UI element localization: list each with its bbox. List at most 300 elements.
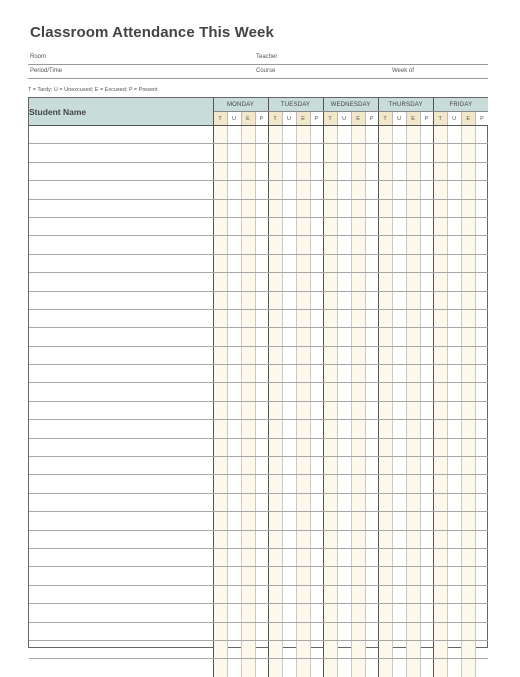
attendance-cell-u[interactable] [227, 365, 241, 383]
attendance-cell-p[interactable] [365, 622, 378, 640]
attendance-cell-t[interactable] [378, 604, 392, 622]
attendance-cell-t[interactable] [268, 144, 282, 162]
attendance-cell-e[interactable] [241, 291, 255, 309]
attendance-cell-t[interactable] [433, 309, 447, 327]
attendance-cell-e[interactable] [296, 291, 310, 309]
attendance-cell-e[interactable] [351, 493, 365, 511]
attendance-cell-e[interactable] [351, 383, 365, 401]
attendance-cell-u[interactable] [282, 181, 296, 199]
student-name-cell[interactable] [29, 254, 213, 272]
attendance-cell-t[interactable] [378, 144, 392, 162]
attendance-cell-p[interactable] [255, 309, 268, 327]
attendance-cell-e[interactable] [241, 254, 255, 272]
attendance-cell-e[interactable] [461, 475, 475, 493]
attendance-cell-t[interactable] [213, 162, 227, 180]
student-name-cell[interactable] [29, 640, 213, 658]
attendance-cell-e[interactable] [461, 254, 475, 272]
attendance-cell-p[interactable] [255, 328, 268, 346]
attendance-cell-e[interactable] [351, 181, 365, 199]
student-name-cell[interactable] [29, 457, 213, 475]
attendance-cell-p[interactable] [310, 530, 323, 548]
attendance-cell-u[interactable] [392, 309, 406, 327]
attendance-cell-e[interactable] [241, 567, 255, 585]
attendance-cell-p[interactable] [365, 438, 378, 456]
attendance-cell-p[interactable] [365, 548, 378, 566]
attendance-cell-t[interactable] [268, 346, 282, 364]
attendance-cell-t[interactable] [323, 346, 337, 364]
attendance-cell-u[interactable] [447, 567, 461, 585]
attendance-cell-t[interactable] [268, 622, 282, 640]
attendance-cell-p[interactable] [475, 622, 488, 640]
attendance-cell-t[interactable] [213, 659, 227, 677]
attendance-cell-u[interactable] [282, 199, 296, 217]
attendance-cell-p[interactable] [365, 512, 378, 530]
attendance-cell-e[interactable] [461, 548, 475, 566]
attendance-cell-e[interactable] [351, 199, 365, 217]
attendance-cell-e[interactable] [461, 383, 475, 401]
attendance-cell-p[interactable] [365, 328, 378, 346]
attendance-cell-e[interactable] [241, 548, 255, 566]
attendance-cell-t[interactable] [378, 346, 392, 364]
attendance-cell-t[interactable] [323, 273, 337, 291]
attendance-cell-u[interactable] [337, 567, 351, 585]
attendance-cell-e[interactable] [461, 457, 475, 475]
attendance-cell-u[interactable] [337, 254, 351, 272]
attendance-cell-t[interactable] [213, 493, 227, 511]
attendance-cell-t[interactable] [323, 199, 337, 217]
student-name-cell[interactable] [29, 144, 213, 162]
attendance-cell-t[interactable] [433, 162, 447, 180]
attendance-cell-p[interactable] [475, 144, 488, 162]
attendance-cell-t[interactable] [268, 420, 282, 438]
attendance-cell-p[interactable] [310, 622, 323, 640]
attendance-cell-e[interactable] [461, 309, 475, 327]
attendance-cell-u[interactable] [227, 567, 241, 585]
attendance-cell-u[interactable] [337, 309, 351, 327]
student-name-cell[interactable] [29, 126, 213, 144]
attendance-cell-p[interactable] [420, 309, 433, 327]
attendance-cell-p[interactable] [475, 346, 488, 364]
attendance-cell-p[interactable] [255, 144, 268, 162]
attendance-cell-e[interactable] [351, 217, 365, 235]
attendance-cell-e[interactable] [351, 236, 365, 254]
attendance-cell-t[interactable] [213, 254, 227, 272]
attendance-cell-p[interactable] [475, 640, 488, 658]
attendance-cell-u[interactable] [227, 162, 241, 180]
attendance-cell-t[interactable] [323, 144, 337, 162]
attendance-cell-e[interactable] [296, 199, 310, 217]
attendance-cell-p[interactable] [420, 181, 433, 199]
attendance-cell-p[interactable] [310, 126, 323, 144]
attendance-cell-p[interactable] [365, 273, 378, 291]
attendance-cell-t[interactable] [213, 291, 227, 309]
attendance-cell-p[interactable] [420, 328, 433, 346]
attendance-cell-u[interactable] [337, 144, 351, 162]
attendance-cell-u[interactable] [392, 291, 406, 309]
attendance-cell-e[interactable] [461, 622, 475, 640]
attendance-cell-e[interactable] [241, 659, 255, 677]
attendance-cell-p[interactable] [475, 365, 488, 383]
attendance-cell-u[interactable] [392, 199, 406, 217]
attendance-cell-t[interactable] [323, 328, 337, 346]
attendance-cell-t[interactable] [268, 328, 282, 346]
attendance-cell-u[interactable] [337, 512, 351, 530]
attendance-cell-p[interactable] [365, 475, 378, 493]
attendance-cell-p[interactable] [365, 659, 378, 677]
attendance-cell-u[interactable] [447, 585, 461, 603]
attendance-cell-e[interactable] [241, 217, 255, 235]
attendance-cell-e[interactable] [351, 309, 365, 327]
attendance-cell-t[interactable] [268, 438, 282, 456]
attendance-cell-t[interactable] [433, 365, 447, 383]
attendance-cell-p[interactable] [310, 512, 323, 530]
attendance-cell-p[interactable] [420, 346, 433, 364]
attendance-cell-t[interactable] [433, 659, 447, 677]
attendance-cell-u[interactable] [447, 457, 461, 475]
attendance-cell-p[interactable] [420, 273, 433, 291]
attendance-cell-p[interactable] [420, 162, 433, 180]
attendance-cell-u[interactable] [447, 328, 461, 346]
attendance-cell-u[interactable] [447, 254, 461, 272]
attendance-cell-p[interactable] [310, 162, 323, 180]
attendance-cell-u[interactable] [337, 162, 351, 180]
attendance-cell-u[interactable] [447, 420, 461, 438]
attendance-cell-t[interactable] [213, 365, 227, 383]
student-name-cell[interactable] [29, 567, 213, 585]
attendance-cell-u[interactable] [337, 585, 351, 603]
attendance-cell-t[interactable] [378, 567, 392, 585]
attendance-cell-p[interactable] [365, 383, 378, 401]
attendance-cell-u[interactable] [337, 291, 351, 309]
attendance-cell-e[interactable] [296, 346, 310, 364]
attendance-cell-t[interactable] [433, 254, 447, 272]
attendance-cell-p[interactable] [475, 291, 488, 309]
student-name-cell[interactable] [29, 217, 213, 235]
attendance-cell-t[interactable] [378, 493, 392, 511]
attendance-cell-p[interactable] [255, 457, 268, 475]
attendance-cell-e[interactable] [241, 420, 255, 438]
attendance-cell-t[interactable] [268, 291, 282, 309]
attendance-cell-u[interactable] [447, 548, 461, 566]
attendance-cell-t[interactable] [323, 438, 337, 456]
attendance-cell-t[interactable] [268, 365, 282, 383]
attendance-cell-u[interactable] [337, 457, 351, 475]
attendance-cell-e[interactable] [351, 512, 365, 530]
attendance-cell-u[interactable] [392, 493, 406, 511]
attendance-cell-p[interactable] [255, 622, 268, 640]
attendance-cell-u[interactable] [227, 548, 241, 566]
attendance-cell-t[interactable] [268, 567, 282, 585]
attendance-cell-e[interactable] [351, 273, 365, 291]
attendance-cell-u[interactable] [392, 420, 406, 438]
attendance-cell-e[interactable] [296, 254, 310, 272]
attendance-cell-e[interactable] [461, 365, 475, 383]
attendance-cell-p[interactable] [475, 438, 488, 456]
attendance-cell-p[interactable] [310, 181, 323, 199]
attendance-cell-u[interactable] [227, 383, 241, 401]
attendance-cell-u[interactable] [227, 493, 241, 511]
attendance-cell-t[interactable] [213, 548, 227, 566]
attendance-cell-p[interactable] [310, 144, 323, 162]
attendance-cell-t[interactable] [268, 530, 282, 548]
attendance-cell-u[interactable] [227, 640, 241, 658]
attendance-cell-p[interactable] [310, 640, 323, 658]
attendance-cell-p[interactable] [420, 217, 433, 235]
attendance-cell-e[interactable] [406, 401, 420, 419]
attendance-cell-p[interactable] [255, 567, 268, 585]
attendance-cell-u[interactable] [337, 273, 351, 291]
attendance-cell-e[interactable] [406, 217, 420, 235]
attendance-cell-t[interactable] [378, 457, 392, 475]
attendance-cell-p[interactable] [310, 438, 323, 456]
attendance-cell-p[interactable] [255, 254, 268, 272]
attendance-cell-e[interactable] [406, 548, 420, 566]
attendance-cell-e[interactable] [406, 640, 420, 658]
attendance-cell-e[interactable] [296, 659, 310, 677]
attendance-cell-e[interactable] [461, 162, 475, 180]
attendance-cell-t[interactable] [323, 640, 337, 658]
attendance-cell-p[interactable] [475, 475, 488, 493]
attendance-cell-p[interactable] [310, 309, 323, 327]
attendance-cell-p[interactable] [420, 438, 433, 456]
attendance-cell-u[interactable] [282, 217, 296, 235]
attendance-cell-p[interactable] [365, 530, 378, 548]
attendance-cell-e[interactable] [406, 493, 420, 511]
attendance-cell-e[interactable] [241, 383, 255, 401]
attendance-cell-e[interactable] [406, 144, 420, 162]
attendance-cell-e[interactable] [351, 567, 365, 585]
attendance-cell-t[interactable] [213, 457, 227, 475]
attendance-cell-p[interactable] [420, 254, 433, 272]
attendance-cell-u[interactable] [337, 401, 351, 419]
student-name-cell[interactable] [29, 585, 213, 603]
attendance-cell-t[interactable] [323, 236, 337, 254]
attendance-cell-t[interactable] [378, 640, 392, 658]
attendance-cell-p[interactable] [365, 144, 378, 162]
attendance-cell-u[interactable] [227, 236, 241, 254]
attendance-cell-t[interactable] [268, 548, 282, 566]
attendance-cell-t[interactable] [433, 181, 447, 199]
attendance-cell-e[interactable] [296, 493, 310, 511]
attendance-cell-u[interactable] [227, 144, 241, 162]
attendance-cell-u[interactable] [282, 604, 296, 622]
attendance-cell-e[interactable] [461, 512, 475, 530]
attendance-cell-t[interactable] [378, 236, 392, 254]
attendance-cell-t[interactable] [213, 181, 227, 199]
attendance-cell-t[interactable] [433, 548, 447, 566]
attendance-cell-e[interactable] [406, 365, 420, 383]
attendance-cell-p[interactable] [420, 659, 433, 677]
attendance-cell-e[interactable] [351, 640, 365, 658]
attendance-cell-e[interactable] [296, 512, 310, 530]
attendance-cell-u[interactable] [392, 346, 406, 364]
attendance-cell-t[interactable] [323, 622, 337, 640]
attendance-cell-e[interactable] [296, 475, 310, 493]
attendance-cell-p[interactable] [365, 291, 378, 309]
attendance-cell-t[interactable] [323, 217, 337, 235]
attendance-cell-u[interactable] [392, 512, 406, 530]
attendance-cell-u[interactable] [227, 457, 241, 475]
attendance-cell-p[interactable] [420, 567, 433, 585]
attendance-cell-e[interactable] [461, 401, 475, 419]
attendance-cell-e[interactable] [461, 199, 475, 217]
attendance-cell-e[interactable] [241, 401, 255, 419]
attendance-cell-e[interactable] [296, 181, 310, 199]
attendance-cell-t[interactable] [433, 273, 447, 291]
attendance-cell-p[interactable] [365, 493, 378, 511]
attendance-cell-u[interactable] [392, 475, 406, 493]
attendance-cell-u[interactable] [392, 548, 406, 566]
student-name-cell[interactable] [29, 493, 213, 511]
attendance-cell-e[interactable] [351, 346, 365, 364]
attendance-cell-t[interactable] [213, 530, 227, 548]
attendance-cell-u[interactable] [447, 365, 461, 383]
attendance-cell-p[interactable] [475, 236, 488, 254]
attendance-cell-p[interactable] [365, 567, 378, 585]
attendance-cell-t[interactable] [378, 512, 392, 530]
attendance-cell-u[interactable] [227, 585, 241, 603]
attendance-cell-u[interactable] [282, 401, 296, 419]
attendance-cell-p[interactable] [255, 548, 268, 566]
attendance-cell-p[interactable] [310, 383, 323, 401]
attendance-cell-p[interactable] [255, 217, 268, 235]
attendance-cell-p[interactable] [365, 640, 378, 658]
attendance-cell-e[interactable] [296, 622, 310, 640]
attendance-cell-e[interactable] [296, 457, 310, 475]
attendance-cell-p[interactable] [475, 199, 488, 217]
attendance-cell-t[interactable] [268, 217, 282, 235]
attendance-cell-u[interactable] [227, 475, 241, 493]
student-name-cell[interactable] [29, 401, 213, 419]
attendance-cell-u[interactable] [337, 530, 351, 548]
attendance-cell-t[interactable] [433, 144, 447, 162]
student-name-cell[interactable] [29, 420, 213, 438]
attendance-cell-u[interactable] [337, 493, 351, 511]
attendance-cell-t[interactable] [323, 181, 337, 199]
attendance-cell-p[interactable] [310, 217, 323, 235]
attendance-cell-t[interactable] [378, 438, 392, 456]
attendance-cell-t[interactable] [213, 438, 227, 456]
attendance-cell-t[interactable] [268, 457, 282, 475]
attendance-cell-u[interactable] [282, 291, 296, 309]
attendance-cell-p[interactable] [420, 585, 433, 603]
attendance-cell-u[interactable] [392, 530, 406, 548]
attendance-cell-p[interactable] [475, 457, 488, 475]
attendance-cell-e[interactable] [351, 530, 365, 548]
attendance-cell-e[interactable] [406, 659, 420, 677]
attendance-cell-p[interactable] [310, 199, 323, 217]
attendance-cell-e[interactable] [241, 346, 255, 364]
attendance-cell-e[interactable] [406, 309, 420, 327]
attendance-cell-t[interactable] [378, 273, 392, 291]
attendance-cell-u[interactable] [227, 199, 241, 217]
attendance-cell-u[interactable] [282, 309, 296, 327]
attendance-cell-t[interactable] [433, 328, 447, 346]
attendance-cell-t[interactable] [268, 640, 282, 658]
attendance-cell-t[interactable] [378, 199, 392, 217]
attendance-cell-u[interactable] [282, 236, 296, 254]
attendance-cell-u[interactable] [447, 291, 461, 309]
attendance-cell-u[interactable] [337, 420, 351, 438]
attendance-cell-t[interactable] [378, 401, 392, 419]
attendance-cell-t[interactable] [323, 475, 337, 493]
attendance-cell-t[interactable] [433, 567, 447, 585]
attendance-cell-u[interactable] [282, 162, 296, 180]
attendance-cell-u[interactable] [227, 438, 241, 456]
attendance-cell-u[interactable] [227, 328, 241, 346]
attendance-cell-p[interactable] [420, 548, 433, 566]
attendance-cell-p[interactable] [475, 420, 488, 438]
attendance-cell-t[interactable] [323, 604, 337, 622]
attendance-cell-t[interactable] [268, 309, 282, 327]
attendance-cell-p[interactable] [365, 401, 378, 419]
attendance-cell-p[interactable] [255, 512, 268, 530]
attendance-cell-e[interactable] [351, 291, 365, 309]
attendance-cell-e[interactable] [296, 401, 310, 419]
attendance-cell-e[interactable] [296, 548, 310, 566]
attendance-cell-e[interactable] [351, 420, 365, 438]
attendance-cell-p[interactable] [475, 181, 488, 199]
attendance-cell-e[interactable] [351, 401, 365, 419]
attendance-cell-u[interactable] [282, 273, 296, 291]
attendance-cell-u[interactable] [447, 640, 461, 658]
attendance-cell-p[interactable] [475, 567, 488, 585]
student-name-cell[interactable] [29, 438, 213, 456]
student-name-cell[interactable] [29, 548, 213, 566]
attendance-cell-u[interactable] [282, 457, 296, 475]
attendance-cell-u[interactable] [447, 346, 461, 364]
attendance-cell-u[interactable] [447, 273, 461, 291]
attendance-cell-p[interactable] [365, 181, 378, 199]
attendance-cell-u[interactable] [447, 236, 461, 254]
attendance-cell-u[interactable] [337, 236, 351, 254]
attendance-cell-e[interactable] [406, 126, 420, 144]
attendance-cell-e[interactable] [351, 548, 365, 566]
attendance-cell-t[interactable] [433, 420, 447, 438]
attendance-cell-u[interactable] [392, 273, 406, 291]
attendance-cell-t[interactable] [213, 217, 227, 235]
student-name-cell[interactable] [29, 475, 213, 493]
attendance-cell-p[interactable] [310, 420, 323, 438]
student-name-cell[interactable] [29, 199, 213, 217]
attendance-cell-e[interactable] [296, 420, 310, 438]
attendance-cell-p[interactable] [255, 273, 268, 291]
attendance-cell-u[interactable] [282, 346, 296, 364]
attendance-cell-u[interactable] [282, 144, 296, 162]
attendance-cell-p[interactable] [365, 420, 378, 438]
attendance-cell-p[interactable] [310, 659, 323, 677]
attendance-cell-p[interactable] [310, 273, 323, 291]
attendance-cell-t[interactable] [378, 659, 392, 677]
attendance-cell-e[interactable] [406, 328, 420, 346]
attendance-cell-p[interactable] [420, 291, 433, 309]
attendance-cell-e[interactable] [241, 493, 255, 511]
student-name-cell[interactable] [29, 346, 213, 364]
attendance-cell-u[interactable] [447, 401, 461, 419]
attendance-cell-t[interactable] [433, 622, 447, 640]
attendance-cell-t[interactable] [268, 126, 282, 144]
attendance-cell-t[interactable] [433, 438, 447, 456]
attendance-cell-p[interactable] [475, 217, 488, 235]
attendance-cell-t[interactable] [433, 457, 447, 475]
attendance-cell-t[interactable] [213, 567, 227, 585]
attendance-cell-u[interactable] [392, 567, 406, 585]
attendance-cell-p[interactable] [365, 585, 378, 603]
attendance-cell-p[interactable] [255, 659, 268, 677]
attendance-cell-t[interactable] [433, 640, 447, 658]
attendance-cell-e[interactable] [406, 420, 420, 438]
attendance-cell-e[interactable] [461, 217, 475, 235]
